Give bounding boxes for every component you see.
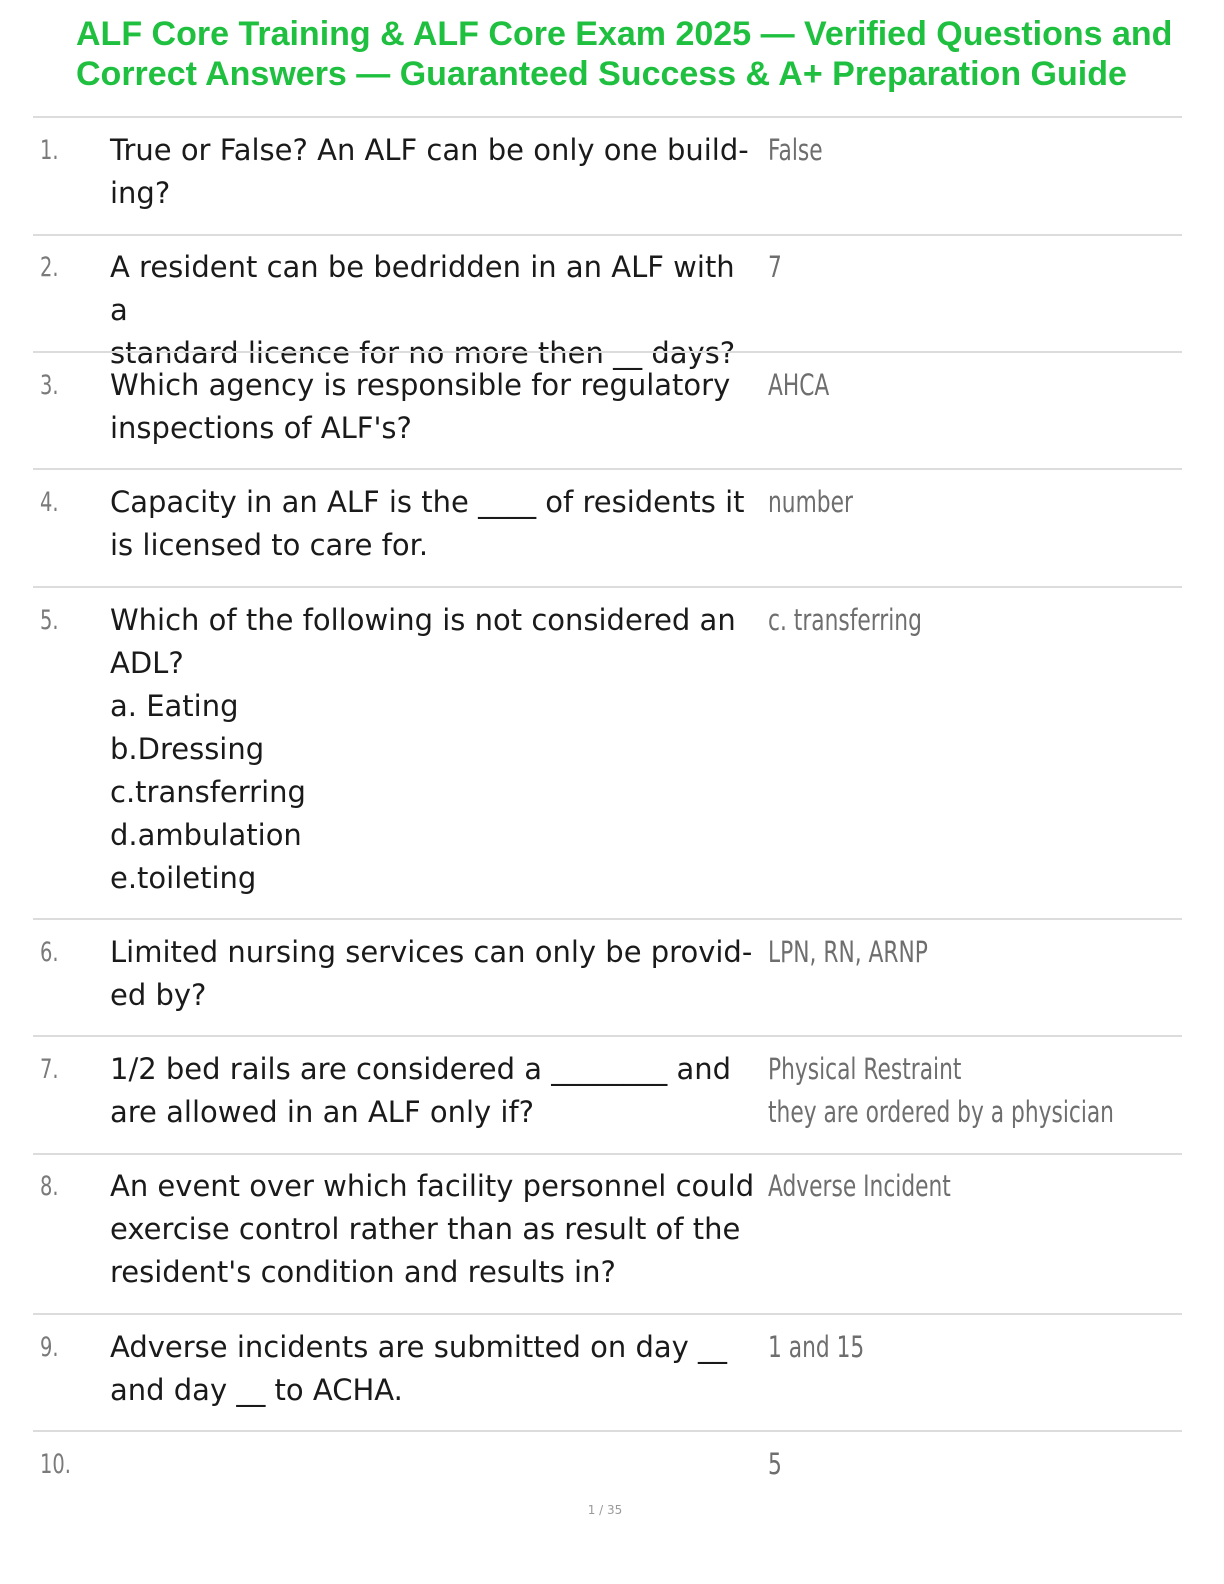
divider [33,234,1182,236]
divider [33,116,1182,118]
document-title: ALF Core Training & ALF Core Exam 2025 — Verified Questions and Correct Answers — Guaranteed Success & A+ Preparation Guide [76,15,1173,93]
divider [33,1313,1182,1315]
question-text: Capacity in an ALF is the ____ of residents it is licensed to care for. [110,485,745,562]
answer-text: 5 [768,1447,782,1481]
divider [33,1153,1182,1155]
answer-text: Adverse Incident [768,1169,951,1203]
question-text: 1/2 bed rails are considered a ________ and are allowed in an ALF only if? [110,1052,732,1129]
question-number: 2. [40,252,59,283]
divider [33,1430,1182,1432]
divider [33,918,1182,920]
question-number: 5. [40,605,59,636]
answer-text: 1 and 15 [768,1330,865,1364]
answer-text: c. transferring [768,603,922,637]
divider [33,1035,1182,1037]
question-text: Which agency is responsible for regulatory inspections of ALF's? [110,368,731,445]
divider [33,351,1182,353]
divider [33,468,1182,470]
answer-text: Physical Restraint they are ordered by a physician [768,1052,1114,1129]
question-number: 10. [40,1449,71,1480]
question-number: 6. [40,937,59,968]
question-number: 3. [40,370,59,401]
question-text: An event over which facility personnel could exercise control rather than as result of the resident's condition and results in? [110,1169,755,1289]
question-number: 4. [40,487,59,518]
page-indicator: 1 / 35 [587,1503,623,1517]
question-text: True or False? An ALF can be only one build- ing? [110,133,749,210]
question-text: Limited nursing services can only be provid- ed by? [110,935,753,1012]
question-text: Adverse incidents are submitted on day __ and day __ to ACHA. [110,1330,728,1407]
question-number: 8. [40,1171,59,1202]
answer-text: AHCA [768,368,830,402]
answer-text: False [768,133,823,167]
question-number: 1. [40,135,59,166]
answer-text: number [768,485,853,519]
answer-text: 7 [768,250,782,284]
question-text: A resident can be bedridden in an ALF with a standard licence for no more then __ days? [110,250,736,370]
question-number: 7. [40,1054,59,1085]
answer-text: LPN, RN, ARNP [768,935,928,969]
divider [33,586,1182,588]
question-number: 9. [40,1332,59,1363]
question-text: Which of the following is not considered an ADL? a. Eating b.Dressing c.transferring d.ambulation e.toileting [110,603,736,895]
